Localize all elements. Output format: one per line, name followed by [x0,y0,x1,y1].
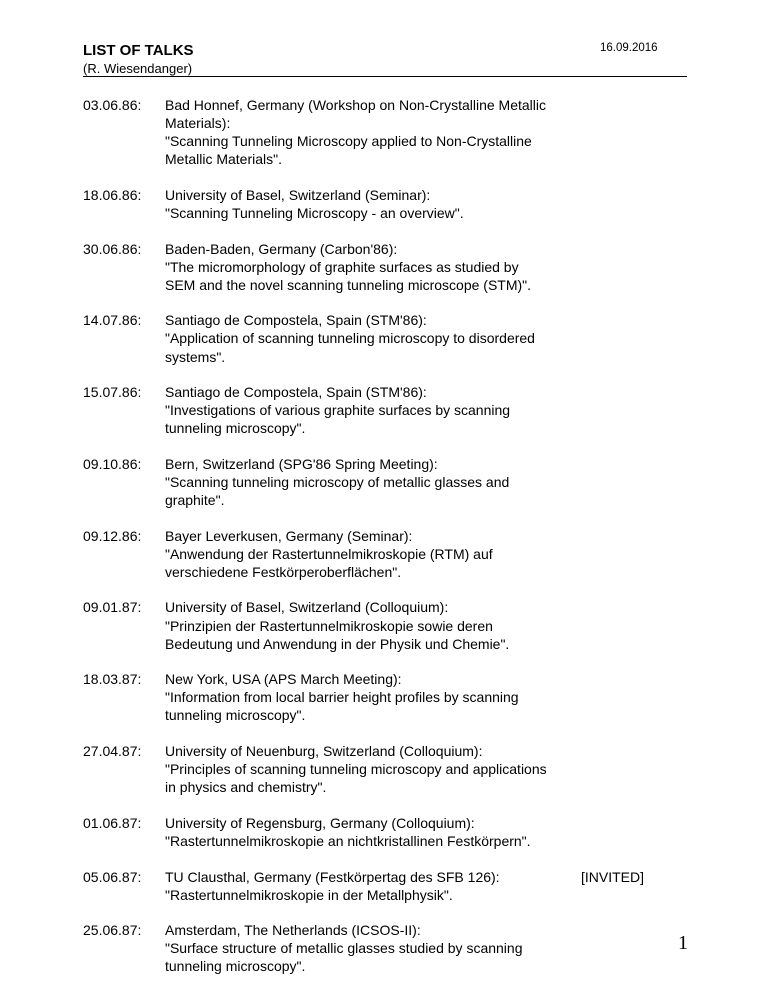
talk-list [83,96,687,993]
talk-line: "Surface structure of metallic glasses studied by scanning [165,940,523,957]
talk-entry [83,383,687,437]
talk-entry [83,96,687,168]
talk-entry [83,814,687,850]
talk-description [165,311,677,365]
talk-line: Bayer Leverkusen, Germany (Seminar): [165,527,413,544]
talk-line: systems". [165,348,226,365]
talk-date: 27.04.87: [83,743,142,760]
talk-date: 05.06.87: [83,868,142,885]
header-divider [83,76,687,77]
talk-description [165,598,677,652]
talk-date: 14.07.86: [83,312,142,329]
talk-description [165,742,677,796]
talk-line: Santiago de Compostela, Spain (STM'86): [165,384,427,401]
talk-line: "The micromorphology of graphite surfaces as studied by [165,258,519,275]
talk-line: tunneling microscopy". [165,420,306,437]
talk-date: 30.06.86: [83,240,142,257]
talk-entry [83,186,687,222]
talk-line: "Information from local barrier height profiles by scanning [165,689,519,706]
author-subtitle: (R. Wiesendanger) [83,61,193,76]
talk-line: University of Basel, Switzerland (Colloquium): [165,599,449,616]
talk-line: Baden-Baden, Germany (Carbon'86): [165,240,398,257]
talk-line: "Scanning Tunneling Microscopy applied to Non-Crystalline [165,133,532,150]
talk-line: Bedeutung und Anwendung in der Physik und Chemie". [165,635,510,652]
talk-entry [83,527,687,581]
talk-entry [83,240,687,294]
talk-date: 09.10.86: [83,455,142,472]
talk-entry [83,455,687,509]
talk-entry [83,670,687,724]
talk-line: in physics and chemistry". [165,779,327,796]
talk-date: 01.06.87: [83,814,142,831]
talk-description [165,383,677,437]
talk-line: SEM and the novel scanning tunneling microscope (STM)". [165,276,532,293]
page-title: LIST OF TALKS [83,42,194,59]
talk-date: 25.06.87: [83,922,142,939]
talk-entry [83,742,687,796]
talk-description [165,527,677,581]
talk-line: New York, USA (APS March Meeting): [165,671,402,688]
talk-line: "Application of scanning tunneling microscopy to disordered [165,330,535,347]
talk-line: University of Basel, Switzerland (Seminar): [165,186,431,203]
talk-line: verschiedene Festkörperoberflächen". [165,563,402,580]
talk-entry [83,598,687,652]
talk-description [165,455,677,509]
talk-line: "Rastertunnelmikroskopie an nichtkristallinen Festkörpern". [165,832,531,849]
talk-line: University of Neuenburg, Switzerland (Colloquium): [165,743,483,760]
talk-entry [83,868,687,904]
talk-line: University of Regensburg, Germany (Colloquium): [165,814,475,831]
header-date: 16.09.2016 [600,42,658,54]
talk-line: Materials): [165,115,231,132]
talk-line: Bern, Switzerland (SPG'86 Spring Meeting): [165,455,438,472]
talk-date: 18.03.87: [83,671,142,688]
talk-date: 09.01.87: [83,599,142,616]
talk-description [165,240,677,294]
talk-description [165,96,677,168]
talk-entry [83,921,687,975]
talk-date: 15.07.86: [83,384,142,401]
talk-line: tunneling microscopy". [165,958,306,975]
talk-line: "Investigations of various graphite surfaces by scanning [165,402,511,419]
talk-line: "Scanning tunneling microscopy of metallic glasses and [165,474,510,490]
talk-line: graphite". [165,492,225,509]
talk-line: "Principles of scanning tunneling microscopy and applications [165,761,547,778]
talk-line: "Prinzipien der Rastertunnelmikroskopie sowie deren [165,617,493,634]
talk-date: 18.06.86: [83,186,142,203]
talk-description [165,186,677,222]
talk-line: TU Clausthal, Germany (Festkörpertag des SFB 126): [165,868,500,885]
talk-description [165,814,677,850]
talk-description [165,921,677,975]
talk-description [165,670,677,724]
talk-line: Metallic Materials". [165,151,282,168]
talk-date: 03.06.86: [83,97,142,113]
talk-entry [83,311,687,365]
talk-line: "Scanning Tunneling Microscopy - an overview". [165,204,464,221]
talk-line: "Anwendung der Rastertunnelmikroskopie (RTM) auf [165,545,493,562]
talk-line: "Rastertunnelmikroskopie in der Metallphysik". [165,886,453,903]
talk-line: Bad Honnef, Germany (Workshop on Non-Crystalline Metallic [165,97,547,113]
talk-line: Santiago de Compostela, Spain (STM'86): [165,312,427,329]
page-number: 1 [678,932,688,954]
invited-tag: [INVITED] [581,868,645,885]
talk-date: 09.12.86: [83,527,142,544]
talk-line: tunneling microscopy". [165,707,306,724]
talk-line: Amsterdam, The Netherlands (ICSOS-II): [165,922,421,939]
